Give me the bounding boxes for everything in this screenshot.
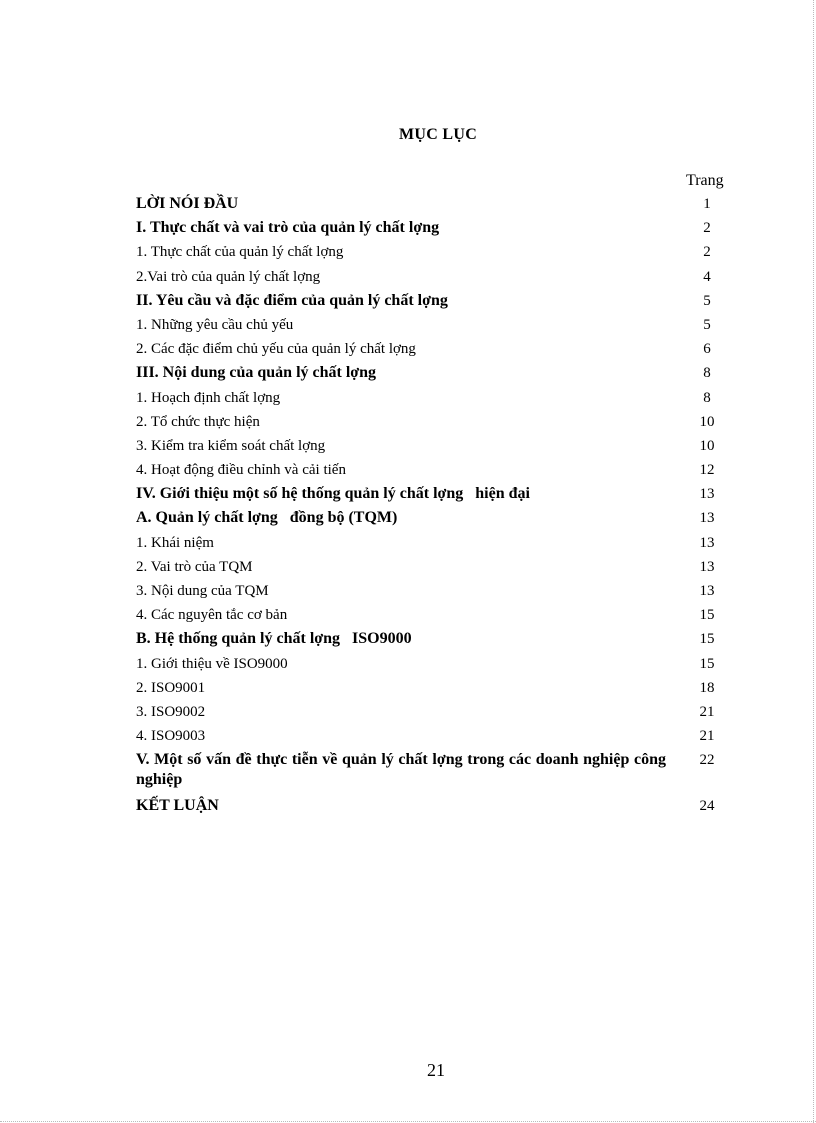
toc-entry-page: 4 <box>703 268 711 285</box>
toc-entry-label: 1. Những yêu cầu chủ yếu <box>136 316 294 333</box>
toc-entry-page: 10 <box>699 437 715 454</box>
table-of-contents <box>136 194 736 820</box>
toc-entry[interactable] <box>136 654 736 678</box>
toc-entry[interactable] <box>136 605 736 629</box>
toc-entry[interactable] <box>136 796 736 820</box>
page-edge-divider-vertical <box>812 0 814 1123</box>
toc-entry-page: 10 <box>699 413 715 430</box>
toc-title: MỤC LỤC <box>398 126 478 143</box>
toc-entry-page: 2 <box>703 244 711 261</box>
toc-entry-page: 15 <box>699 607 715 624</box>
toc-entry[interactable] <box>136 412 736 436</box>
toc-entry-label: 3. Nội dung của TQM <box>136 583 269 599</box>
toc-entry-page: 13 <box>699 583 715 599</box>
toc-entry[interactable] <box>136 194 736 218</box>
toc-entry-page: 5 <box>703 316 711 333</box>
toc-entry[interactable] <box>136 750 736 796</box>
toc-entry[interactable] <box>136 678 736 702</box>
toc-entry-page: 21 <box>699 728 715 745</box>
toc-entry[interactable] <box>136 339 736 363</box>
toc-entry[interactable] <box>136 436 736 460</box>
toc-entry-label: 2. ISO9001 <box>136 679 206 696</box>
toc-entry-label: 1. Khái niệm <box>136 534 214 551</box>
toc-entry-page: 15 <box>699 655 715 672</box>
toc-entry-page: 6 <box>703 341 711 358</box>
toc-entry-label: I. Thực chất và vai trò của quản lý chất lợng <box>136 219 440 237</box>
toc-entry[interactable] <box>136 557 736 581</box>
toc-entry-label: 3. Kiểm tra kiểm soát chất lợng <box>136 437 326 454</box>
toc-entry[interactable] <box>136 581 736 605</box>
toc-entry-label: 2. Các đặc điểm chủ yếu của quản lý chất lợng <box>136 341 416 358</box>
toc-entry-label: III. Nội dung của quản lý chất lợng <box>136 364 377 382</box>
toc-entry-label: A. Quản lý chất lợng đồng bộ (TQM) <box>136 509 398 527</box>
toc-entry-page: 8 <box>703 389 711 406</box>
toc-entry[interactable] <box>136 484 736 508</box>
toc-entry-label: LỜI NÓI ĐẦU <box>136 195 239 212</box>
toc-entry-label: 1. Thực chất của quản lý chất lợng <box>136 244 344 261</box>
toc-entry[interactable] <box>136 702 736 726</box>
toc-entry-page: 22 <box>699 752 715 769</box>
toc-entry-label: 2. Vai trò của TQM <box>136 558 253 575</box>
toc-entry-label: 1. Hoạch định chất lợng <box>136 389 281 406</box>
toc-entry-page: 1 <box>703 196 711 212</box>
toc-entry-label: 2.Vai trò của quản lý chất lợng <box>136 268 321 285</box>
toc-entry-label: 4. Các nguyên tắc cơ bản <box>136 607 288 624</box>
toc-entry[interactable] <box>136 218 736 242</box>
toc-entry[interactable] <box>136 315 736 339</box>
toc-entry-page: 5 <box>703 292 711 309</box>
toc-entry-label: 2. Tổ chức thực hiện <box>136 413 260 430</box>
toc-entry-label: 4. ISO9003 <box>136 728 206 745</box>
page-number: 21 <box>427 1060 445 1080</box>
toc-entry[interactable] <box>136 508 736 532</box>
toc-entry[interactable] <box>136 388 736 412</box>
toc-entry-page: 12 <box>699 462 715 479</box>
toc-entry-label: 3. ISO9002 <box>136 703 206 720</box>
toc-entry[interactable] <box>136 460 736 484</box>
toc-entry-label: 4. Hoạt động điều chỉnh và cải tiến <box>136 462 346 479</box>
toc-entry[interactable] <box>136 726 736 750</box>
page-column-header: Trang <box>686 172 724 189</box>
toc-entry[interactable] <box>136 363 736 387</box>
toc-entry-page: 13 <box>699 558 715 575</box>
toc-entry-page: 2 <box>703 220 711 237</box>
toc-entry-page: 13 <box>699 510 715 527</box>
toc-entry-page: 21 <box>699 703 715 720</box>
toc-entry-label: IV. Giới thiệu một số hệ thống quản lý chất lợng hiện đại <box>136 485 530 503</box>
toc-entry[interactable] <box>136 533 736 557</box>
toc-entry-page: 18 <box>699 679 715 696</box>
toc-entry[interactable] <box>136 291 736 315</box>
toc-entry-page: 24 <box>699 798 715 815</box>
toc-entry-page: 13 <box>699 486 715 503</box>
toc-entry-page: 15 <box>699 631 715 648</box>
toc-entry-label: KẾT LUẬN <box>136 797 219 815</box>
toc-entry[interactable] <box>136 242 736 266</box>
toc-entry-label: V. Một số vấn đề thực tiễn về quản lý chất lợng trong các doanh nghiệp công nghiệp <box>136 751 666 789</box>
toc-entry-page: 8 <box>703 365 711 382</box>
toc-entry-page: 13 <box>699 534 715 551</box>
toc-entry-label: II. Yêu cầu và đặc điểm của quản lý chất lợng <box>136 291 448 309</box>
toc-entry-label: 1. Giới thiệu về ISO9000 <box>136 655 288 672</box>
toc-entry-label: B. Hệ thống quản lý chất lợng ISO9000 <box>136 630 412 648</box>
toc-entry[interactable] <box>136 267 736 291</box>
toc-entry[interactable] <box>136 629 736 653</box>
